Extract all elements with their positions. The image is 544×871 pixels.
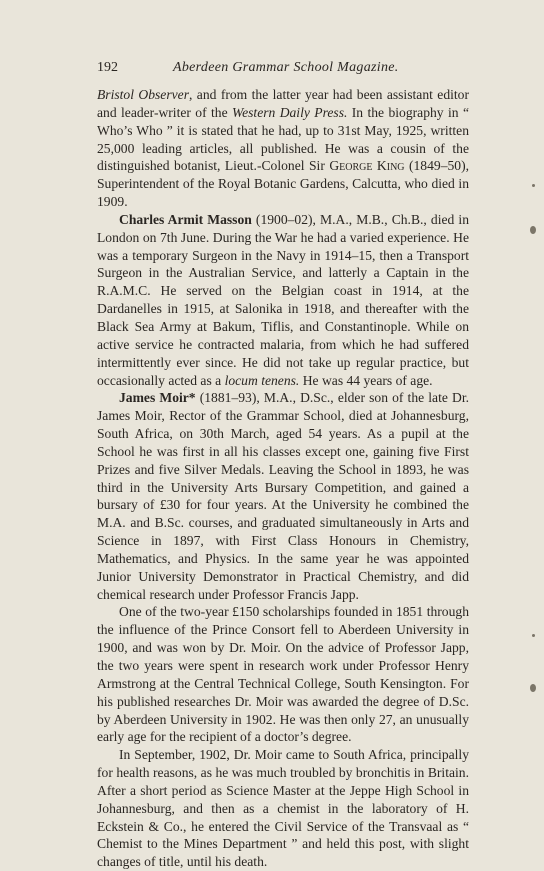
margin-speck <box>532 634 535 637</box>
paragraph-text: , and from the latter year had been assistant editor and leader-writer of the <box>97 87 469 120</box>
obituary-name: Charles Armit Masson <box>119 211 252 227</box>
paragraph-text: He was 44 years of age. <box>299 372 433 388</box>
paper-title-bristol-observer: Bristol Observer <box>97 87 189 102</box>
obituary-masson <box>97 211 469 389</box>
obituary-name: James Moir* <box>119 390 196 406</box>
margin-speck <box>532 184 535 187</box>
paragraph-text: In the biography in “ Who’s Who ” it is stated that he had, up to 31st May, 1925, written 25,000 leading articles, all published. He was a cousin of the distinguished botanist, Lieut.-Colonel Sir <box>97 104 469 174</box>
paragraph-scholarship: One of the two-year £150 scholarships founded in 1851 through the influence of the Prince Consort fell to Aberdeen University in 1900, and was won by Dr. Moir. On the advice of Professor Japp, the two years were spent in research work under Professor Henry Armstrong at the Central Technical College, South Kensington. For his published researches Dr. Moir was awarded the degree of D.Sc. by Aberdeen University in 1902. He was then only 27, an unusually early age for the recipient of a doctor’s degree. <box>97 604 469 745</box>
margin-speck <box>530 684 536 692</box>
paragraph-observer <box>97 86 469 211</box>
latin-phrase: locum tenens. <box>224 372 300 388</box>
running-title: Aberdeen Grammar School Magazine. <box>173 60 399 75</box>
paragraph-south-africa: In September, 1902, Dr. Moir came to South Africa, principally for health reasons, as he was much troubled by bronchitis in Britain. After a short period as Science Master at the Jeppe High School in Johannesburg, and then as a chemist in the laboratory of H. Eckstein & Co., he entered the Civil Service of the Transvaal as “ Chemist to the Mines Department ” and held this post, with slight changes of title, until his death. <box>97 747 469 870</box>
paragraph-text: (1900–02), M.A., M.B., Ch.B., died in London on 7th June. During the War he had a varied experience. He was a temporary Surgeon in the Navy in 1914–15, then a Transport Surgeon in the Australian Service, and latterly a Captain in the R.A.M.C. He served on the Belgian coast in 1914, at the Dardanelles in 1915, at Salonika in 1918, and thereafter with the Black Sea Army at Bakum, Tiflis, and Constantinople. While on active service he contracted malaria, from which he had suffered intermittently ever since. He did not take up regular practice, but occasionally acted as a <box>97 211 469 388</box>
margin-speck <box>530 226 536 234</box>
page-number: 192 <box>97 60 118 75</box>
paper-title-western-daily-press: Western Daily Press. <box>232 104 348 120</box>
page-header <box>97 58 469 78</box>
paragraph-text: (1849–50), Superintendent of the Royal Botanic Gardens, Calcutta, who died in 1909. <box>97 158 470 210</box>
obituary-moir <box>97 389 469 603</box>
article-body <box>97 86 469 871</box>
person-name-george-king: George King <box>329 158 405 174</box>
paragraph-text: (1881–93), M.A., D.Sc., elder son of the late Dr. James Moir, Rector of the Grammar School, died at Johannesburg, South Africa, on 30th March, aged 54 years. As a pupil at the School he was first in all his classes except one, gaining five First Prizes and five Silver Medals. Leaving the School in 1893, he was third in the University Arts Bursary Competition, and gained a bursary of £30 for four years. At the University he combined the M.A. and B.Sc. courses, and graduated simultaneously in Arts and Science in 1897, with First Class Honours in Chemistry, Mathematics, and Physics. In the same year he was appointed Junior University Demonstrator in Practical Chemistry, and did chemical research under Professor Francis Japp. <box>97 390 470 602</box>
